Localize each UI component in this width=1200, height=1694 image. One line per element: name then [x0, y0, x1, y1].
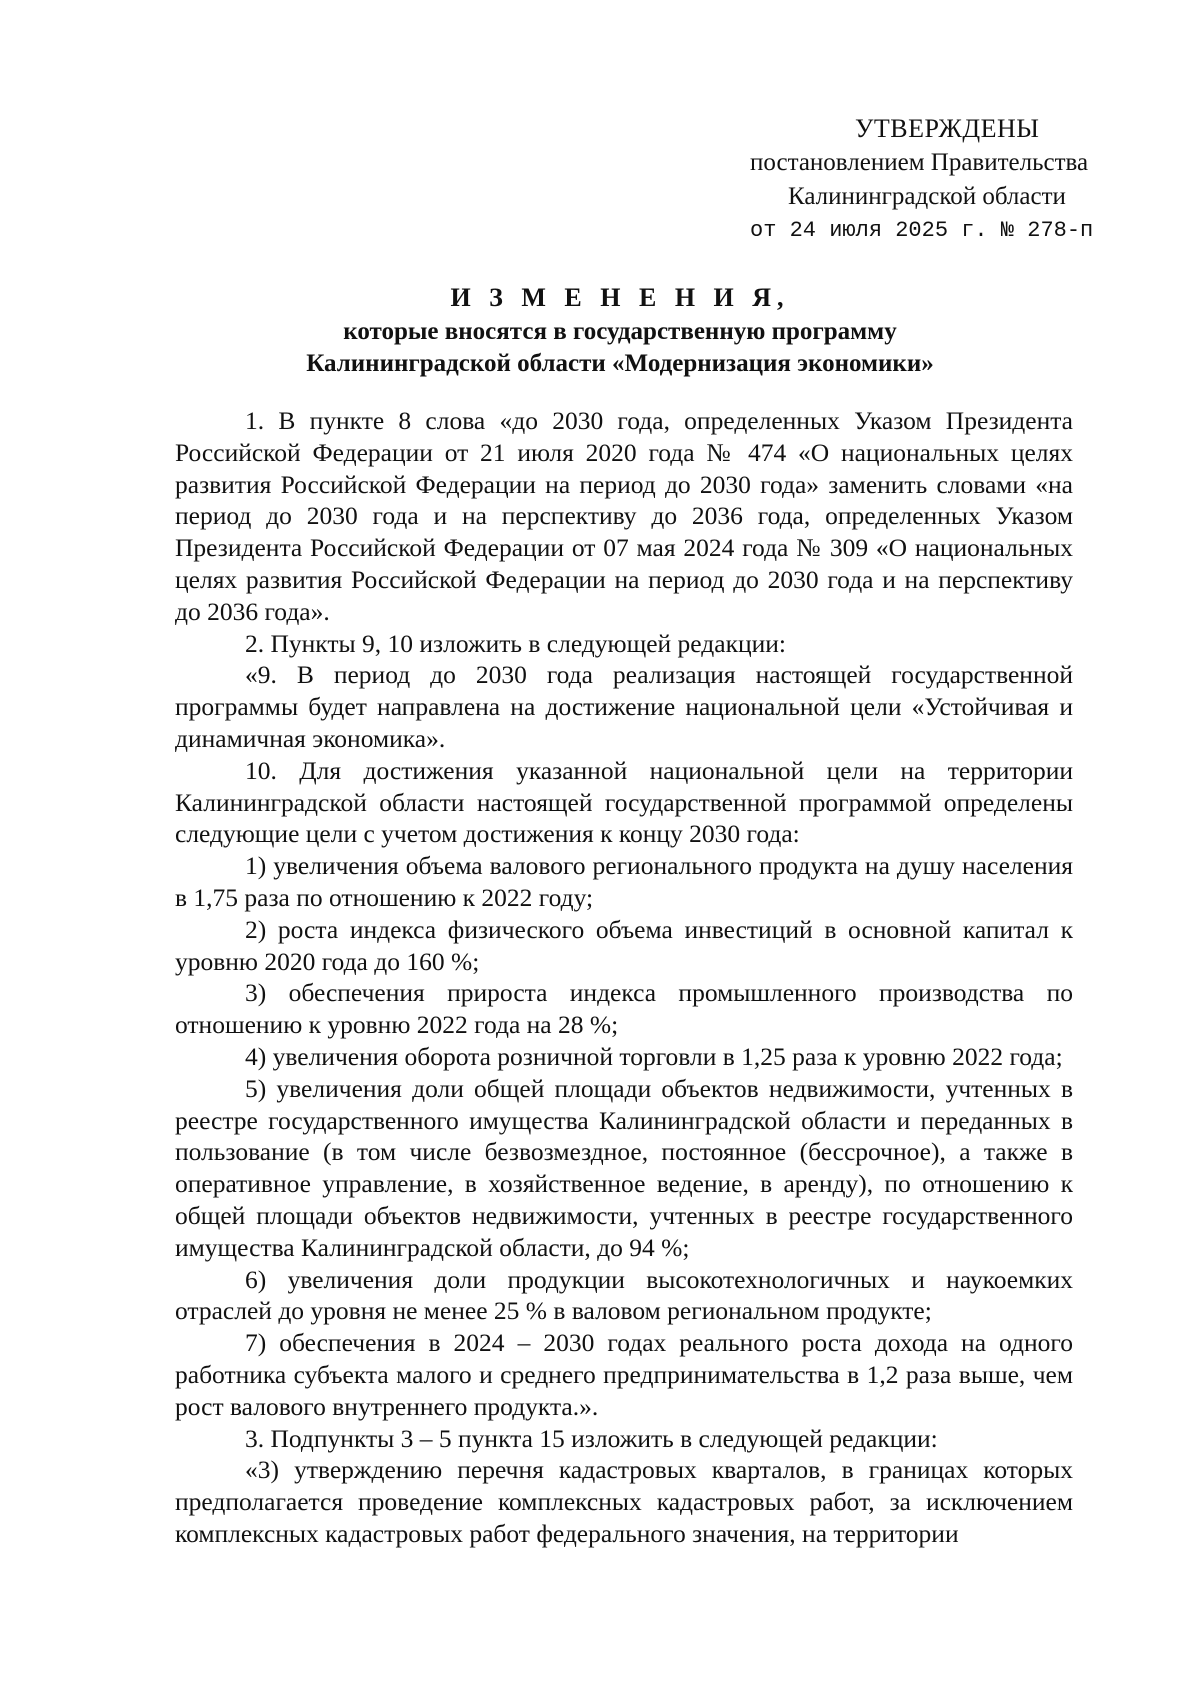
approval-line-2: Калининградской области [788, 183, 1066, 210]
approval-stamp [750, 112, 1130, 248]
paragraph: 10. Для достижения указанной национальной цели на территории Калининградской области настоящей государственной программой определены следующие цели с учетом достижения к концу 2030 года: [175, 755, 1073, 849]
approval-line-1: постановлением Правительства [750, 149, 1089, 176]
paragraph: 5) увеличения доли общей площади объектов недвижимости, учтенных в реестре государственного имущества Калининградской области и переданных в пользование (в том числе безвозмездное, постоянное (бессрочное), а также в оперативное управление, в хозяйственное ведение, в аренду), по отношению к общей площади объектов недвижимости, учтенных в реестре государственного имущества Калининградской области, до 94 %; [175, 1073, 1073, 1262]
paragraph: 2. Пункты 9, 10 изложить в следующей редакции: [245, 628, 786, 658]
paragraph: «3) утверждению перечня кадастровых кварталов, в границах которых предполагается проведение комплексных кадастровых работ, за исключением комплексных кадастровых работ федерального значения, на территории [175, 1455, 1073, 1548]
paragraph: 3. Подпункты 3 – 5 пункта 15 изложить в следующей редакции: [245, 1423, 938, 1453]
paragraph: «9. В период до 2030 года реализация настоящей государственной программы будет направлена на достижение национальной цели «Устойчивая и динамичная экономика». [175, 660, 1073, 753]
heading-title: И З М Е Н Е Н И Я, [450, 283, 790, 312]
approval-title: УТВЕРЖДЕНЫ [855, 114, 1040, 143]
paragraph: 7) обеспечения в 2024 – 2030 годах реального роста дохода на одного работника субъекта малого и среднего предпринимательства в 1,2 раза выше, чем рост валового внутреннего продукта.». [175, 1328, 1073, 1421]
paragraph: 3) обеспечения прироста индекса промышленного производства по отношению к уровню 2022 года на 28 %; [175, 978, 1073, 1040]
paragraph: 4) увеличения оборота розничной торговли в 1,25 раза к уровню 2022 года; [245, 1041, 1063, 1071]
heading-subtitle-1: которые вносятся в государственную программу [343, 318, 897, 345]
paragraph: 1) увеличения объема валового регионального продукта на душу населения в 1,75 раза по отношению к 2022 году; [175, 851, 1073, 912]
document-heading [170, 282, 1070, 380]
approval-date-line: от 24 июля 2025 г. № 278-п [750, 218, 1094, 243]
paragraph: 1. В пункте 8 слова «до 2030 года, определенных Указом Президента Российской Федерации от 21 июля 2020 года № 474 «О национальных целях развития Российской Федерации на период до 2030 года» заменить словами «на период до 2030 года и на перспективу до 2036 года, определенных Указом Президента Российской Федерации от 07 мая 2024 года № 309 «О национальных целях развития Российской Федерации на период до 2030 года и на перспективу до 2036 года». [175, 406, 1073, 626]
document-body [175, 405, 1073, 1550]
paragraph: 6) увеличения доли продукции высокотехнологичных и наукоемких отраслей до уровня не менее 25 % в валовом региональном продукте; [175, 1264, 1073, 1326]
paragraph: 2) роста индекса физического объема инвестиций в основной капитал к уровню 2020 года до 160 %; [175, 914, 1073, 976]
heading-subtitle-2: Калининградской области «Модернизация экономики» [306, 350, 934, 377]
